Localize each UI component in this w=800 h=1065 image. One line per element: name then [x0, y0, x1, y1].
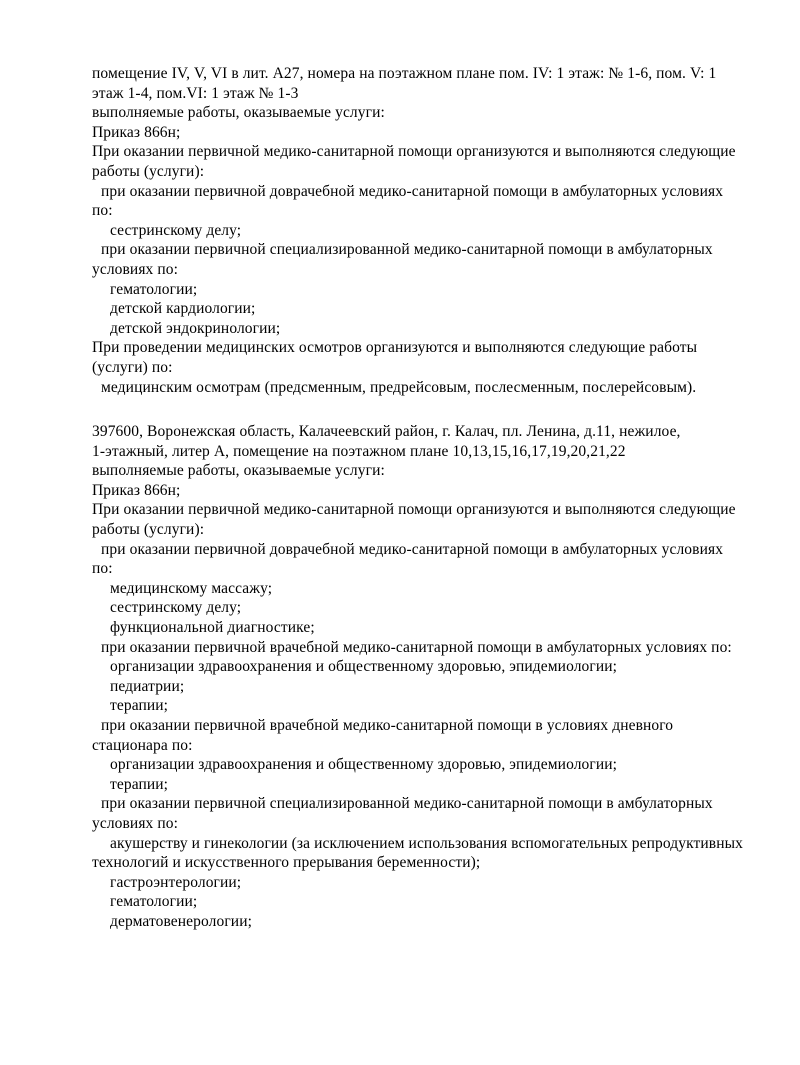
text-line: 1-этажный, литер А, помещение на поэтажном плане 10,13,15,16,17,19,20,21,22: [92, 442, 626, 460]
text-line: акушерству и гинекологии (за исключением использования вспомогательных репродуктивных: [110, 834, 743, 852]
text-line: по:: [92, 202, 113, 220]
text-line: работы (услуги):: [92, 521, 205, 539]
text-line: медицинским осмотрам (предсменным, предрейсовым, послесменным, послерейсовым).: [101, 378, 697, 396]
text-line: детской кардиологии;: [110, 300, 256, 318]
text-line: стационара по:: [92, 736, 193, 754]
text-line: выполняемые работы, оказываемые услуги:: [92, 104, 385, 122]
text-line: функциональной диагностике;: [110, 619, 315, 637]
text-line: этаж 1-4, пом.VI: 1 этаж № 1-3: [92, 84, 299, 102]
text-line: гематологии;: [110, 280, 198, 298]
text-line: при оказании первичной специализированной медико-санитарной помощи в амбулаторных: [101, 795, 713, 813]
text-line: технологий и искусственного прерывания беременности);: [92, 854, 481, 872]
text-line: выполняемые работы, оказываемые услуги:: [92, 462, 385, 480]
text-line: 397600, Воронежская область, Калачеевский район, г. Калач, пл. Ленина, д.11, нежилое,: [92, 423, 681, 441]
text-line: гематологии;: [110, 893, 198, 911]
text-line: дерматовенерологии;: [110, 912, 252, 930]
text-line: условиях по:: [92, 814, 179, 832]
text-line: Приказ 866н;: [92, 123, 181, 141]
document-section-location-1: [92, 64, 760, 397]
text-line: терапии;: [110, 775, 169, 793]
text-line: при оказании первичной врачебной медико-санитарной помощи в амбулаторных условиях по:: [101, 638, 732, 656]
text-line: сестринскому делу;: [110, 221, 242, 239]
text-line: терапии;: [110, 697, 169, 715]
text-line: организации здравоохранения и общественному здоровью, эпидемиологии;: [110, 658, 618, 676]
text-line: при оказании первичной врачебной медико-санитарной помощи в условиях дневного: [101, 717, 674, 734]
text-line: педиатрии;: [110, 677, 185, 695]
text-line: помещение IV, V, VI в лит. А27, номера на поэтажном плане пом. IV: 1 этаж: № 1-6, пом. V: 1: [92, 65, 717, 82]
text-line: гастроэнтерологии;: [110, 873, 242, 891]
text-line: детской эндокринологии;: [110, 319, 281, 337]
text-line: При оказании первичной медико-санитарной помощи организуются и выполняются следующие: [92, 501, 736, 519]
text-line: организации здравоохранения и общественному здоровью, эпидемиологии;: [110, 756, 618, 774]
text-line: условиях по:: [92, 260, 179, 278]
text-line: При оказании первичной медико-санитарной помощи организуются и выполняются следующие: [92, 143, 736, 161]
text-line: по:: [92, 560, 113, 578]
text-line: работы (услуги):: [92, 162, 205, 180]
document-section-location-2: [92, 422, 760, 931]
text-line: (услуги) по:: [92, 358, 173, 376]
text-line: сестринскому делу;: [110, 599, 242, 617]
text-line: при оказании первичной специализированной медико-санитарной помощи в амбулаторных: [101, 241, 713, 259]
text-line: при оказании первичной доврачебной медико-санитарной помощи в амбулаторных условиях: [101, 182, 724, 200]
text-line: При проведении медицинских осмотров организуются и выполняются следующие работы: [92, 339, 698, 357]
text-line: медицинскому массажу;: [110, 579, 273, 597]
text-line: при оказании первичной доврачебной медико-санитарной помощи в амбулаторных условиях: [101, 540, 724, 558]
text-line: Приказ 866н;: [92, 481, 181, 499]
